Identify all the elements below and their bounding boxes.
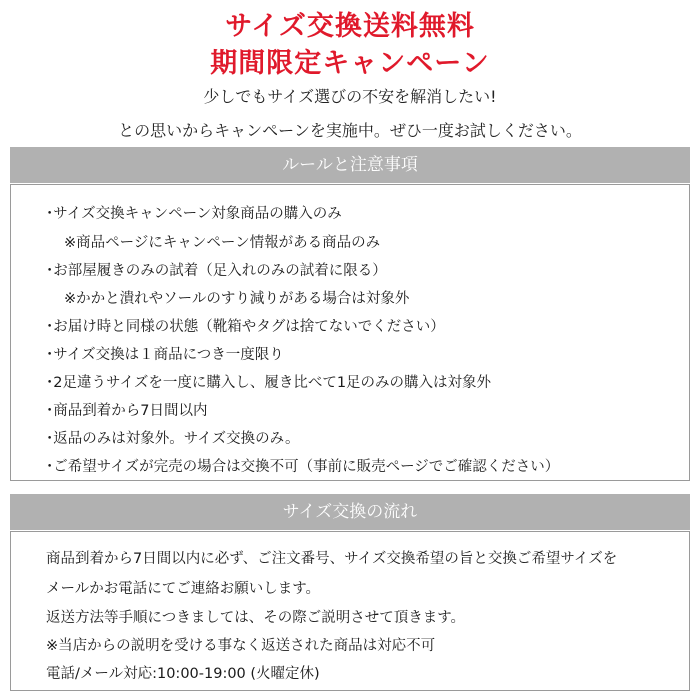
- rule-item: ･お届け時と同様の状態（靴箱やタグは捨てないでください）: [46, 319, 445, 335]
- rule-item: ･ご希望サイズが完売の場合は交換不可（事前に販売ページでご確認ください）: [46, 459, 560, 475]
- rule-item: ･サイズ交換キャンペーン対象商品の購入のみ: [46, 206, 342, 222]
- rules-section-heading: ルールと注意事項: [10, 147, 690, 183]
- flow-line: ※当店からの説明を受ける事なく返送された商品は対応不可: [46, 638, 436, 654]
- flow-line: 商品到着から7日間以内に必ず、ご注文番号、サイズ交換希望の旨と交換ご希望サイズを: [46, 551, 618, 567]
- rule-item: ･商品到着から7日間以内: [46, 403, 208, 419]
- rule-item: ･サイズ交換は１商品につき一度限り: [46, 347, 284, 363]
- campaign-title-line2: 期間限定キャンペーン: [210, 48, 490, 79]
- campaign-title-line1: サイズ交換送料無料: [225, 11, 475, 42]
- rule-item: ･2足違うサイズを一度に購入し、履き比べて1足のみの購入は対象外: [46, 375, 492, 391]
- contact-hours: 電話/メール対応:10:00-19:00 (火曜定休): [46, 666, 320, 682]
- flow-line: 返送方法等手順につきましては、その際ご説明させて頂きます。: [46, 610, 466, 626]
- intro-line2: との思いからキャンペーンを実施中。ぜひ一度お試しください。: [118, 121, 582, 140]
- flow-line: メールかお電話にてご連絡お願いします。: [46, 581, 321, 597]
- rule-item: ･返品のみは対象外。サイズ交換のみ。: [46, 431, 300, 447]
- rule-note: ※かかと潰れやソールのすり減りがある場合は対象外: [64, 291, 410, 307]
- rule-item: ･お部屋履きのみの試着（足入れのみの試着に限る）: [46, 263, 387, 279]
- intro-line1: 少しでもサイズ選びの不安を解消したい!: [203, 87, 497, 106]
- rule-note: ※商品ページにキャンペーン情報がある商品のみ: [64, 235, 381, 251]
- flow-section-heading: サイズ交換の流れ: [10, 494, 690, 530]
